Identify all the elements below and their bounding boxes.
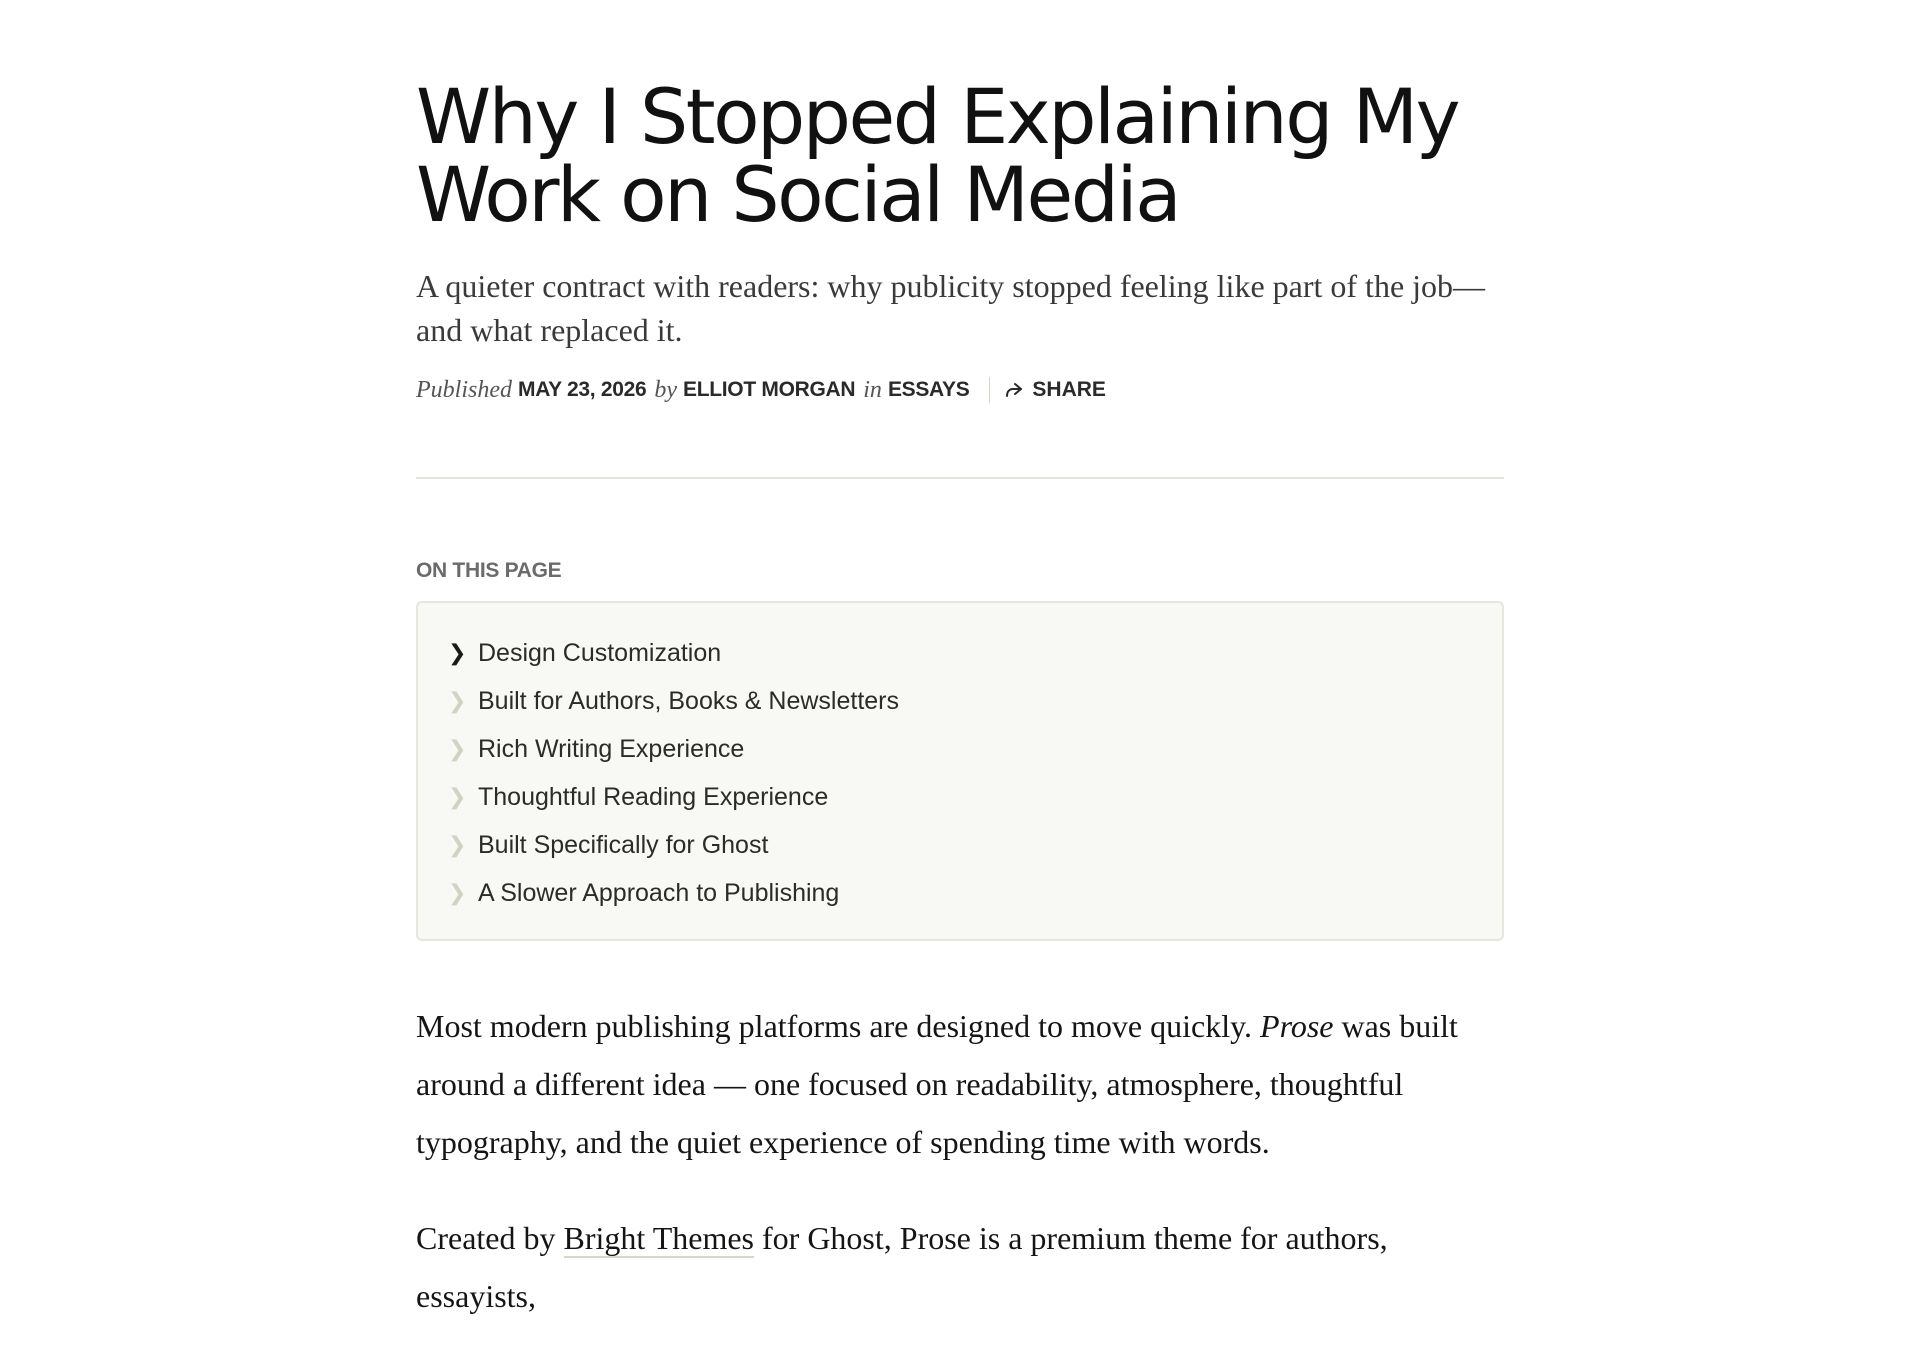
publish-date: MAY 23, 2026 bbox=[518, 378, 647, 401]
toc-item[interactable] bbox=[448, 773, 1472, 821]
share-button[interactable] bbox=[1004, 378, 1106, 402]
meta-divider bbox=[989, 377, 990, 403]
paragraph bbox=[416, 1209, 1504, 1325]
table-of-contents bbox=[416, 601, 1504, 941]
author-link[interactable]: ELLIOT MORGAN bbox=[683, 378, 856, 401]
published-label: Published bbox=[416, 376, 512, 403]
chevron-right-icon: ❯ bbox=[448, 784, 467, 810]
toc-item-label: Design Customization bbox=[478, 638, 722, 667]
toc-item[interactable] bbox=[448, 821, 1472, 869]
article-title: Why I Stopped Explaining My Work on Social Media bbox=[416, 72, 1459, 239]
paragraph bbox=[416, 997, 1504, 1171]
chevron-right-icon: ❯ bbox=[448, 736, 467, 762]
toc-item-label: Built for Authors, Books & Newsletters bbox=[478, 686, 900, 715]
paragraph-text: was built around a different idea — one focused on readability, atmosphere, thoughtful typography, and the quiet experience of spending time with words. bbox=[416, 1008, 1458, 1160]
by-label: by bbox=[654, 376, 677, 403]
toc-item[interactable] bbox=[448, 725, 1472, 773]
chevron-right-icon: ❯ bbox=[448, 688, 467, 714]
article-subtitle: A quieter contract with readers: why publicity stopped feeling like part of the job—and what replaced it. bbox=[416, 268, 1486, 348]
toc-item-label: Built Specifically for Ghost bbox=[478, 830, 769, 859]
in-label: in bbox=[863, 376, 882, 403]
share-label: SHARE bbox=[1032, 378, 1106, 401]
bright-themes-link[interactable]: Bright Themes bbox=[563, 1220, 754, 1256]
chevron-right-icon: ❯ bbox=[448, 640, 467, 666]
chevron-right-icon: ❯ bbox=[448, 880, 467, 906]
paragraph-text: Most modern publishing platforms are designed to move quickly. bbox=[416, 1008, 1261, 1044]
toc-item-label: Thoughtful Reading Experience bbox=[478, 782, 829, 811]
toc-item-label: A Slower Approach to Publishing bbox=[478, 878, 840, 907]
header-divider bbox=[416, 477, 1504, 479]
emphasis-prose: Prose bbox=[1260, 1008, 1334, 1044]
toc-item-label: Rich Writing Experience bbox=[478, 734, 745, 763]
article-body bbox=[416, 997, 1504, 1325]
article bbox=[416, 0, 1504, 1363]
toc-item[interactable] bbox=[448, 869, 1472, 917]
paragraph-text: for Ghost, Prose is a premium theme for authors, essayists, bbox=[416, 1220, 1388, 1314]
paragraph-text: Created by bbox=[416, 1220, 564, 1256]
article-meta bbox=[416, 374, 1504, 406]
chevron-right-icon: ❯ bbox=[448, 832, 467, 858]
toc-item[interactable] bbox=[448, 677, 1472, 725]
category-link[interactable]: ESSAYS bbox=[887, 378, 970, 401]
share-icon bbox=[1004, 380, 1024, 400]
toc-item[interactable] bbox=[448, 629, 1472, 677]
toc-heading: ON THIS PAGE bbox=[416, 559, 562, 582]
